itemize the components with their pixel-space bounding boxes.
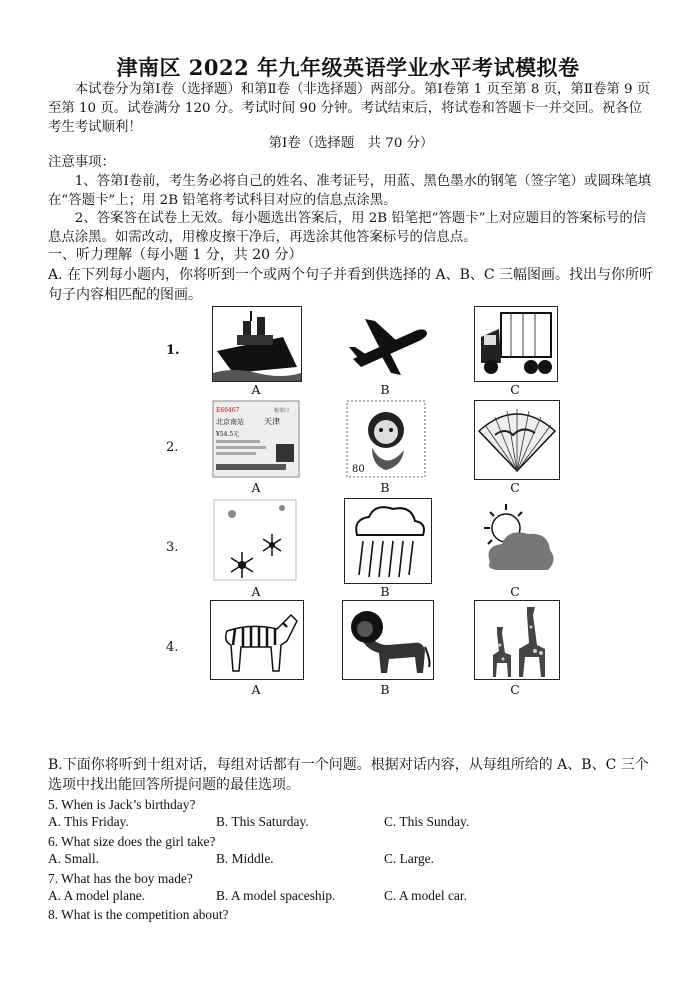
ticket-price: ¥54.5元 — [216, 431, 240, 438]
intro-paragraph: 本试卷分为第Ⅰ卷（选择题）和第Ⅱ卷（非选择题）两部分。第Ⅰ卷第 1 页至第 8 页，第Ⅱ卷第 9 页至第 10 页。试卷满分 120 分。考试时间 90 分钟。考试结束后，将试卷和答题卡一并交回。祝各位考生考试顺利！ — [48, 82, 651, 135]
ship-picture — [212, 306, 302, 382]
question-7-option-c: C. A model car. — [384, 888, 467, 903]
option-label: B — [380, 382, 390, 397]
section1-heading: 一、听力理解（每小题 1 分，共 20 分） — [48, 247, 303, 263]
notice-item-1: 1、答第Ⅰ卷前，考生务必将自己的姓名、准考证号，用蓝、黑色墨水的钢笔（签字笔）或圆珠笔填在“答题卡”上；用 2B 铅笔将考试科目对应的信息点涂黑。 — [48, 174, 652, 208]
ticket-icon — [212, 400, 300, 478]
monkey-stamp-picture — [346, 400, 426, 478]
question-8: 8. What is the competition about? — [48, 907, 229, 922]
question-5-option-c: C. This Sunday. — [384, 814, 470, 829]
option-label: B — [380, 682, 390, 697]
rain-cloud-picture — [344, 498, 432, 584]
option-label: B — [380, 584, 390, 599]
question-7: 7. What has the boy made? — [48, 871, 193, 886]
ticket-code: E66467 — [216, 407, 240, 414]
option-label: A — [251, 584, 261, 599]
truck-picture — [474, 306, 558, 382]
train-ticket-picture — [212, 400, 300, 478]
snow-picture — [212, 498, 298, 582]
question-6: 6. What size does the girl take? — [48, 834, 216, 849]
lion-icon — [343, 601, 433, 679]
ticket-from: 北京南站 — [216, 418, 244, 426]
option-label: B — [380, 480, 390, 495]
question-6-option-a: A. Small. — [48, 851, 99, 866]
option-label: C — [510, 382, 520, 397]
stamp-icon — [346, 400, 426, 478]
option-label: C — [510, 480, 520, 495]
partB-instructions: B.下面你将听到十组对话，每组对话都有一个问题。根据对话内容，从每组所给的 A、B、C 三个选项中找出能回答所提问题的最佳选项。 — [48, 757, 649, 793]
question-6-option-c: C. Large. — [384, 851, 434, 866]
question-1-number: 1. — [166, 343, 180, 358]
giraffe-picture — [474, 600, 560, 680]
part1-heading: 第Ⅰ卷（选择题 共 70 分） — [268, 136, 434, 151]
page-title: 津南区 2022 年九年级英语学业水平考试模拟卷 — [116, 55, 580, 80]
truck-icon — [475, 307, 557, 381]
lion-picture — [342, 600, 434, 680]
notice-item-2: 2、答案答在试卷上无效。每小题选出答案后，用 2B 铅笔把“答题卡”上对应题目的答案标号的信息点涂黑。如需改动，用橡皮擦干净后，再选涂其他答案标号的信息点。 — [48, 211, 647, 245]
snowflake-icon — [212, 498, 298, 582]
zebra-picture — [210, 600, 304, 680]
notice-heading: 注意事项： — [48, 155, 115, 170]
airplane-picture — [344, 306, 432, 382]
option-label: C — [510, 584, 520, 599]
folding-fan-picture — [474, 400, 560, 480]
question-3-number: 3. — [166, 540, 179, 555]
question-6-option-b: B. Middle. — [216, 851, 274, 866]
ship-icon — [213, 307, 301, 381]
option-label: C — [510, 682, 520, 697]
question-5-option-a: A. This Friday. — [48, 814, 129, 829]
stamp-value: 80 — [352, 464, 365, 475]
option-label: A — [251, 682, 261, 697]
sun-cloud-icon — [474, 498, 558, 582]
question-4-number: 4. — [166, 640, 179, 655]
zebra-icon — [211, 601, 303, 679]
rain-icon — [345, 499, 431, 583]
question-7-option-a: A. A model plane. — [48, 888, 146, 903]
partA-instructions: A. 在下列每小题内，你将听到一个或两个句子并看到供选择的 A、B、C 三幅图画。找出与你所听句子内容相匹配的图画。 — [48, 267, 654, 303]
option-label: A — [251, 480, 261, 495]
question-5: 5. When is Jack’s birthday? — [48, 797, 196, 812]
giraffe-icon — [475, 601, 559, 679]
sun-cloud-picture — [474, 498, 558, 582]
question-2-number: 2. — [166, 440, 179, 455]
ticket-to: 天津 — [264, 417, 280, 426]
ticket-check: 检票口 — [274, 408, 290, 414]
fan-icon — [475, 401, 559, 479]
question-5-option-b: B. This Saturday. — [216, 814, 309, 829]
airplane-icon — [345, 307, 431, 381]
option-label: A — [251, 382, 261, 397]
question-7-option-b: B. A model spaceship. — [216, 888, 336, 903]
